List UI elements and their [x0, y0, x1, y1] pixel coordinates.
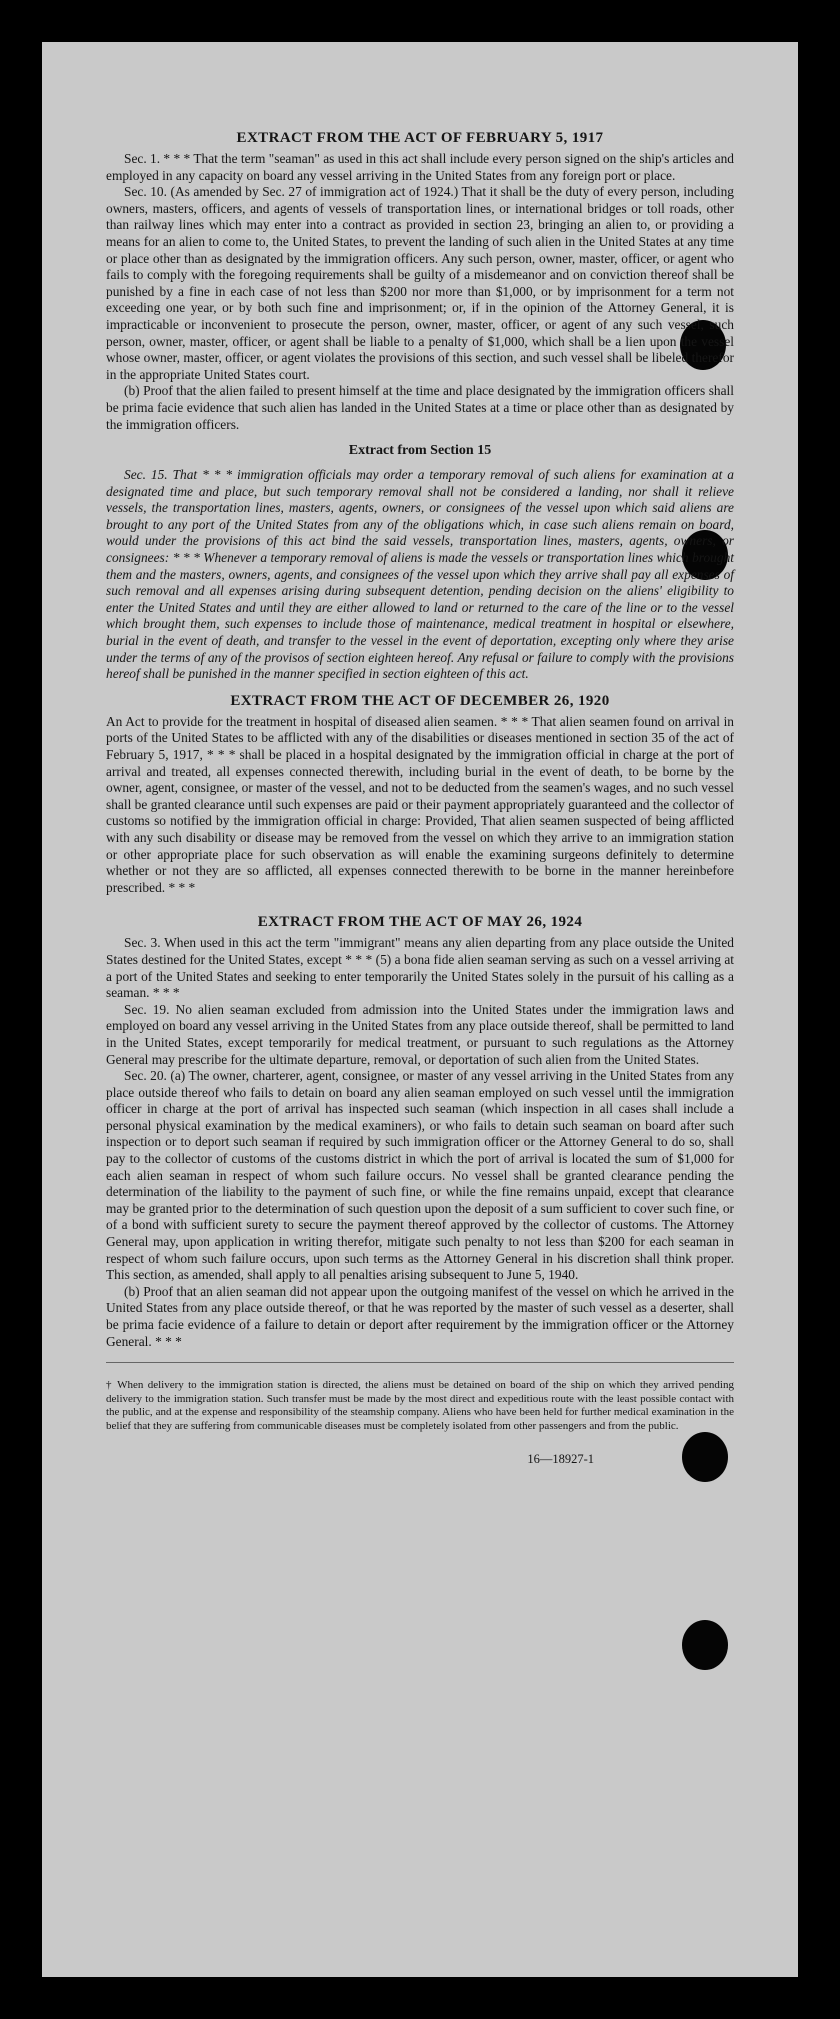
- punch-hole-4: [682, 1620, 728, 1670]
- paragraph-sec-20b: (b) Proof that an alien seaman did not appear upon the outgoing manifest of the vessel on which he arrived in the United States from any place outside thereof, or that he was reported by the master of such vessel as a deserter, shall be prima facie evidence of a failure to detain or deport after requirement by the immigration officer or the Attorney General. * * *: [106, 1283, 734, 1349]
- paragraph-sec-15: Sec. 15. That * * * immigration officials may order a temporary removal of such aliens for examination at a designated time and place, but such temporary removal shall not be considered a landing, nor shall it relieve vessels, the transportation lines, masters, agents, owners, or consignees of the vessel upon which said aliens are brought to any port of the United States from any of the obligations which, in case such aliens remain on board, would under the provisions of this act bind the said vessels, transportation lines, masters, agents, owners, or consignees: * * * Whenever a temporary removal of aliens is made the vessels or transportation lines which brought them and the masters, owners, agents, and consignees of the vessel upon which they arrive shall pay all expenses of such removal and all expenses arising during subsequent detention, pending decision on the aliens' eligibility to enter the United States and until they are either allowed to land or returned to the care of the line or to the vessel which brought them, such expenses to include those of maintenance, medical treatment in hospital or elsewhere, burial in the event of death, and transfer to the vessel in the event of deportation, excepting only where they arise under the terms of any of the provisos of section eighteen hereof. Any refusal or failure to comply with the provisions hereof shall be punished in the manner specified in section eighteen of this act.: [106, 467, 734, 682]
- footnote: † When delivery to the immigration station is directed, the aliens must be detained on board of the ship on which they arrived pending delivery to the immigration station. Such transfer must be made by the most direct and expeditious route with the least possible contact with the public, and at the expense and responsibility of the steamship company. Aliens who have been held for further medical examination in the belief that they are suffering from communicable diseases must be completely isolated from other passengers and from the public.: [106, 1379, 734, 1432]
- heading-act-1920: EXTRACT FROM THE ACT OF DECEMBER 26, 1920: [230, 692, 610, 709]
- heading-section-15: Extract from Section 15: [348, 443, 492, 459]
- document-page: [42, 42, 798, 1977]
- section-1924: [106, 935, 734, 1350]
- paragraph-sec-10: Sec. 10. (As amended by Sec. 27 of immigration act of 1924.) That it shall be the duty of every person, including owners, masters, officers, and agents of vessels of transportation lines, or international bridges or toll roads, other than railway lines which may enter into a contract as provided in section 23, bringing an alien to, or providing a means for an alien to come to, the United States, to prevent the landing of such alien in the United States at any time or place other than as designated by the immigration officers. Any such person, owner, master, officer, or agent who fails to comply with the foregoing requirements shall be guilty of a misdemeanor and on conviction thereof shall be punished by a fine in each case of not less than $200 nor more than $1,000, or by imprisonment for a term not exceeding one year, or by both such fine and imprisonment; or, if in the opinion of the Attorney General, it is impracticable or inconvenient to prosecute the person, owner, master, officer, or agent of any such vessel, such person, owner, master, officer, or agent shall be liable to a penalty of $1,000, which shall be a lien upon the vessel whose owner, master, officer, or agent violates the provisions of this section, and such vessel shall be libeled therefor in the appropriate United States court.: [106, 184, 734, 382]
- paragraph-sec-10b: (b) Proof that the alien failed to present himself at the time and place designated by the immigration officers shall be prima facie evidence that such alien has landed in the United States at a time or place other than as designated by the immigration officers.: [106, 383, 734, 432]
- paragraph-sec-20: Sec. 20. (a) The owner, charterer, agent, consignee, or master of any vessel arriving in the United States from any place outside thereof who fails to detain on board any alien seaman employed on such vessel until the immigration officer in charge at the port of arrival has inspected such seaman (which inspection in all cases shall include a personal physical examination by the medical examiners), or who fails to detain such seaman on board after such inspection or to deport such seaman if required by such immigration officer or the Attorney General to do so, shall pay to the collector of customs of the customs district in which the port of arrival is located the sum of $1,000 for each alien seaman in respect of whom such failure occurs. No vessel shall be granted clearance pending the determination of the liability to the payment of such fine, or while the fine remains unpaid, except that clearance may be granted prior to the determination of such question upon the deposit of a sum sufficient to cover such fine, or of a bond with sufficient surety to secure the payment thereof approved by the collector of customs. The Attorney General may, upon application in writing therefor, mitigate such penalty to not less than $200 for each seaman in respect of whom such failure occurs, upon such terms as the Attorney General in his discretion shall think proper. This section, as amended, shall apply to all penalties arising subsequent to June 5, 1940.: [106, 1068, 734, 1283]
- paragraph-sec-1: Sec. 1. * * * That the term "seaman" as used in this act shall include every person signed on the ship's articles and employed in any capacity on board any vessel arriving in the United States from any foreign port or place.: [106, 151, 734, 183]
- section-1917: [106, 151, 734, 433]
- footnote-rule: [106, 1362, 734, 1363]
- paragraph-act-1920: An Act to provide for the treatment in hospital of diseased alien seamen. * * * That alien seamen found on arrival in ports of the United States to be afflicted with any of the disabilities or diseases mentioned in section 35 of the act of February 5, 1917, * * * shall be placed in a hospital designated by the immigration official in charge at the port of arrival and treated, all expenses connected therewith, including burial in the event of death, to be borne by the owner, agent, consignee, or master of the vessel, and not to be deducted from the seamen's wages, and no such vessel shall be granted clearance until such expenses are paid or their payment appropriately guaranteed and the collector of customs so notified by the immigration official in charge: Provided, That alien seamen suspected of being afflicted with any such disability or disease may be removed from the vessel on which they arrive to an immigration station or other appropriate place for such observation as will enable the examining surgeons definitely to determine whether or not they are so afflicted, all expenses connected therewith to be borne in the manner hereinbefore prescribed. * * *: [106, 713, 734, 895]
- heading-act-1924: EXTRACT FROM THE ACT OF MAY 26, 1924: [257, 914, 583, 931]
- paragraph-sec-19: Sec. 19. No alien seaman excluded from admission into the United States under the immigration laws and employed on board any vessel arriving in the United States from any place outside thereof, shall be permitted to land in the United States, except temporarily for medical treatment, or pursuant to such regulations as the Attorney General may prescribe for the ultimate departure, removal, or deportation of such alien from the United States.: [106, 1001, 734, 1067]
- paragraph-sec-3: Sec. 3. When used in this act the term "immigrant" means any alien departing from any place outside the United States destined for the United States, except * * * (5) a bona fide alien seaman serving as such on a vessel arriving at a port of the United States and seeking to enter temporarily the United States solely in the pursuit of his calling as a seaman. * * *: [106, 935, 734, 1001]
- heading-act-1917: EXTRACT FROM THE ACT OF FEBRUARY 5, 1917: [236, 130, 604, 146]
- form-number: 16—18927-1: [527, 1451, 594, 1466]
- section-1920: [106, 714, 734, 897]
- document-body: [106, 130, 734, 1467]
- section-15: [106, 467, 734, 683]
